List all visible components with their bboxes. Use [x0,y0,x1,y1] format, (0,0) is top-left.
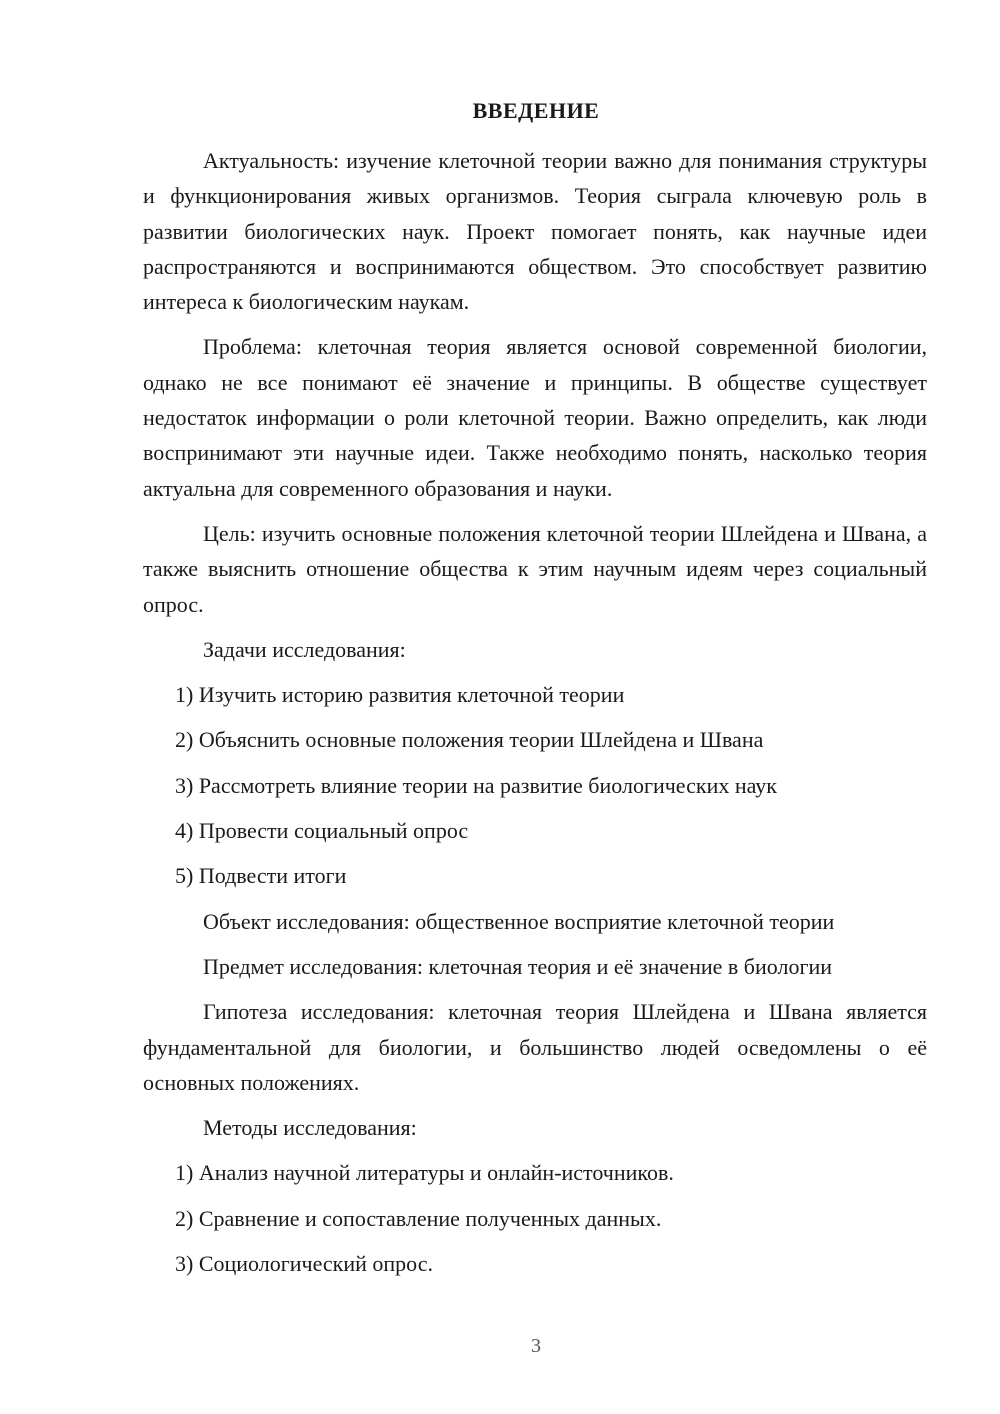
methods-list [143,1155,927,1281]
task-item: 2) Объяснить основные положения теории Шлейдена и Швана [175,727,764,753]
page-title: ВВЕДЕНИЕ [472,98,600,123]
task-item: 3) Рассмотреть влияние теории на развитие биологических наук [175,772,777,798]
methods-heading: Методы исследования: [203,1115,417,1141]
tasks-list [143,677,927,893]
method-item: 1) Анализ научной литературы и онлайн-источников. [175,1160,674,1186]
object-paragraph: Объект исследования: общественное восприятие клеточной теории [203,908,835,934]
tasks-heading: Задачи исследования: [203,636,406,662]
document-body [143,143,927,1291]
task-item: 5) Подвести итоги [175,863,347,889]
goal-paragraph: Цель: изучить основные положения клеточной теории Шлейдена и Швана, а также выяснить отношение общества к этим научным идеям через социальный опрос. [143,520,927,617]
hypothesis-paragraph: Гипотеза исследования: клеточная теория Шлейдена и Швана является фундаментальной для биологии, и большинство людей осведомлены о её основных положениях. [143,999,927,1095]
method-item: 2) Сравнение и сопоставление полученных данных. [175,1205,662,1231]
task-item: 4) Провести социальный опрос [175,818,469,844]
method-item: 3) Социологический опрос. [175,1251,433,1277]
task-item: 1) Изучить историю развития клеточной теории [175,682,625,708]
page-number: 3 [531,1335,541,1357]
subject-paragraph: Предмет исследования: клеточная теория и её значение в биологии [203,953,833,979]
relevance-paragraph: Актуальность: изучение клеточной теории важно для понимания структуры и функционирования живых организмов. Теория сыграла ключевую роль в развитии биологических наук. Проект помогает понять, как научные идеи распространяются и воспринимаются обществом. Это способствует развитию интереса к биологическим наукам. [143,148,927,315]
problem-paragraph: Проблема: клеточная теория является основой современной биологии, однако не все понимают её значение и принципы. В обществе существует недостаток информации о роли клеточной теории. Важно определить, как люди воспринимают эти научные идеи. Также необходимо понять, насколько теория актуальна для современного образования и науки. [143,334,927,501]
